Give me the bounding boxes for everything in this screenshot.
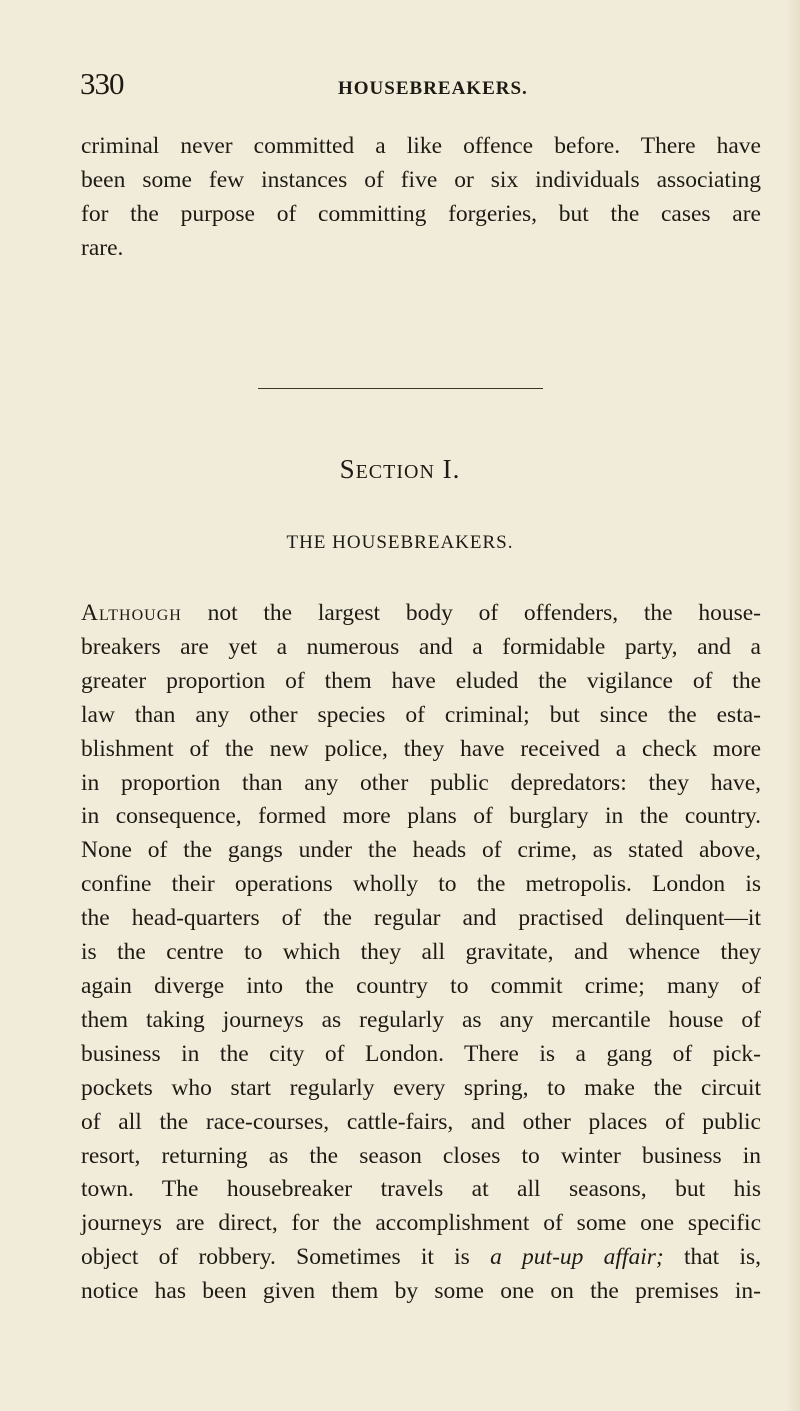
text-line: journeys are direct, for the accomplishment of some one specific [81,1210,761,1237]
section-heading [0,454,800,485]
text-line: again diverge into the country to commit crime; many of [81,972,761,999]
text-line: of all the race-courses, cattle-fairs, and other places of public [81,1108,761,1135]
text-line [81,597,761,631]
text-line: notice has been given them by some one on the premises in- [81,1278,761,1305]
page-number: 330 [80,66,124,101]
running-head: HOUSEBREAKERS. [338,78,528,99]
text-line-end: that is, [663,1244,761,1271]
text-line: in consequence, formed more plans of burglary in the country. [81,803,761,830]
page-header [80,64,760,114]
paragraph-lead-word: Although [81,600,182,626]
text-line: blishment of the new police, they have received a check more [81,735,761,762]
text-line: in proportion than any other public depredators: they have, [81,769,761,796]
section-heading-word: ECTION [355,461,435,483]
text-line: been some few instances of five or six individuals associating [81,166,761,193]
italic-phrase: a put-up affair; [490,1244,664,1271]
text-line-start: object of robbery. Sometimes it is [81,1244,491,1271]
text-line: breakers are yet a numerous and a formidable party, and a [81,633,761,660]
text-line: town. The housebreaker travels at all seasons, but his [81,1176,761,1203]
text-line: pockets who start regularly every spring, to make the circuit [81,1074,761,1101]
text-line [81,1241,761,1275]
text-line: business in the city of London. There is a gang of pick- [81,1040,761,1067]
section-divider-rule [258,388,543,389]
section-heading-number: I. [442,454,461,484]
text-line-rest: not the largest body of offenders, the house- [181,600,761,626]
text-line: for the purpose of committing forgeries, but the cases are [81,200,761,227]
paragraph-continuation [81,130,761,266]
text-line: resort, returning as the season closes to winter business in [81,1142,761,1169]
text-line: is the centre to which they all gravitate, and whence they [81,939,761,966]
text-line: them taking journeys as regularly as any mercantile house of [81,1006,761,1033]
text-line: the head-quarters of the regular and practised delinquent—it [81,905,761,932]
text-line: law than any other species of criminal; but since the esta- [81,701,761,728]
text-line: rare. [81,234,124,261]
page-edge-shadow [786,0,800,1411]
text-line: confine their operations wholly to the metropolis. London is [81,871,761,898]
section-heading-initial: S [339,454,356,484]
section-title: THE HOUSEBREAKERS. [286,532,514,553]
text-line: None of the gangs under the heads of crime, as stated above, [81,837,761,864]
text-line: greater proportion of them have eluded the vigilance of the [81,667,761,694]
text-line: criminal never committed a like offence before. There have [81,133,761,159]
paragraph-main [81,597,761,1309]
